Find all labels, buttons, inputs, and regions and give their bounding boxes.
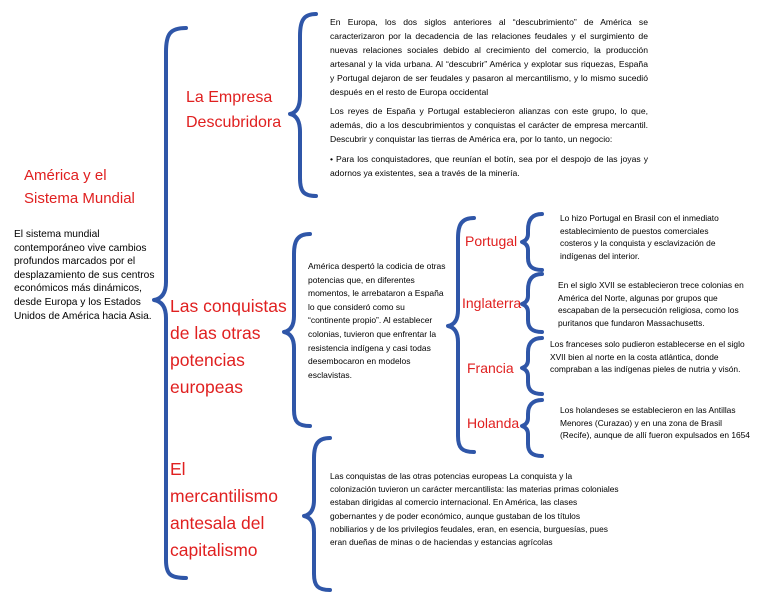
bracket-inglaterra [522, 274, 542, 332]
main-title: América y el Sistema Mundial [24, 167, 135, 207]
country-francia: Francia [467, 360, 514, 376]
bracket-francia [522, 338, 542, 394]
main-description: El sistema mundial contemporáneo vive cambios profundos marcados por el desplazamiento de sus centros económicos más dinámicos, desde Europa y los Estados Unidos de América hacia Asia. [14, 229, 155, 322]
country-text-portugal: Lo hizo Portugal en Brasil con el inmediato establecimiento de puestos comerciales costeros y la conquista y esclavización de indígenas del interior. [560, 213, 719, 261]
country-inglaterra: Inglaterra [462, 295, 522, 311]
paragraph: Los reyes de España y Portugal establecieron alianzas con este grupo, lo que, además, dio a los descubrimientos y conquistas el carácter de empresa mercantil. Descubrir y conquistar las tierras de América era, por lo tanto, un negocio: [330, 106, 648, 145]
bracket-holanda [522, 400, 542, 456]
paragraph: • Para los conquistadores, que reunían el botín, sea por el despojo de las joyas y adornos ya existentes, sea a través de la minería. [330, 154, 648, 179]
bracket-portugal [522, 214, 542, 270]
section-text-empresa [330, 16, 648, 187]
paragraph: En Europa, los dos siglos anteriores al “descubrimiento” de América se caracterizaron por la decadencia de las relaciones feudales y el surgimiento de nuevas relaciones sociales debido al crecimiento del comercio, la producción artesanal y la vida urbana. Al “descubrir” América y explotar sus riquezas, España y Portugal dejaron de ser feudales y pasaron al mercantilismo, y lo mismo sucedió después en el resto de Europa occidental [330, 17, 648, 97]
country-portugal: Portugal [465, 233, 518, 249]
section-text-mercantilismo: Las conquistas de las otras potencias europeas La conquista y la colonización tuvieron un carácter mercantilista: las materias primas coloniales estaban dirigidas al comercio internacional. En América, las clases gobernantes y de poder económico, aunque gustaban de los títulos nobiliarios y de los privilegios feudales, eran, en esencia, burguesías, pues eran dueñas de minas o de haciendas y estancias agrícolas [330, 471, 619, 548]
section-text-conquistas: América despertó la codicia de otras potencias que, en diferentes momentos, le arrebataron a España lo que consideró como su “continente propio”. Al establecer colonias, tuvieron que enfrentar la resistencia indígena y casi todas desembocaron en modelos esclavistas. [308, 261, 446, 380]
country-text-holanda: Los holandeses se establecieron en las Antillas Menores (Curazao) y en una zona de Brasil (Recife), aunque de allí fueron expulsados en 1654 [560, 405, 750, 441]
country-text-inglaterra: En el siglo XVII se establecieron trece colonias en América del Norte, algunas por grupos que escapaban de la persecución religiosa, como los puritanos que fundaron Massachusetts. [558, 280, 744, 328]
country-text-francia: Los franceses solo pudieron establecerse en el siglo XVII bien al norte en la costa atlántica, donde compraban a las indígenas pieles de nutria y visón. [550, 339, 745, 375]
section-title-empresa: La Empresa Descubridora [186, 89, 282, 131]
bracket-mercantilismo [304, 438, 330, 590]
section-title-mercantilismo: El mercantilismo antesala del capitalismo [170, 459, 278, 560]
section-title-conquistas: Las conquistas de las otras potencias europeas [170, 296, 287, 397]
country-holanda: Holanda [467, 415, 520, 431]
